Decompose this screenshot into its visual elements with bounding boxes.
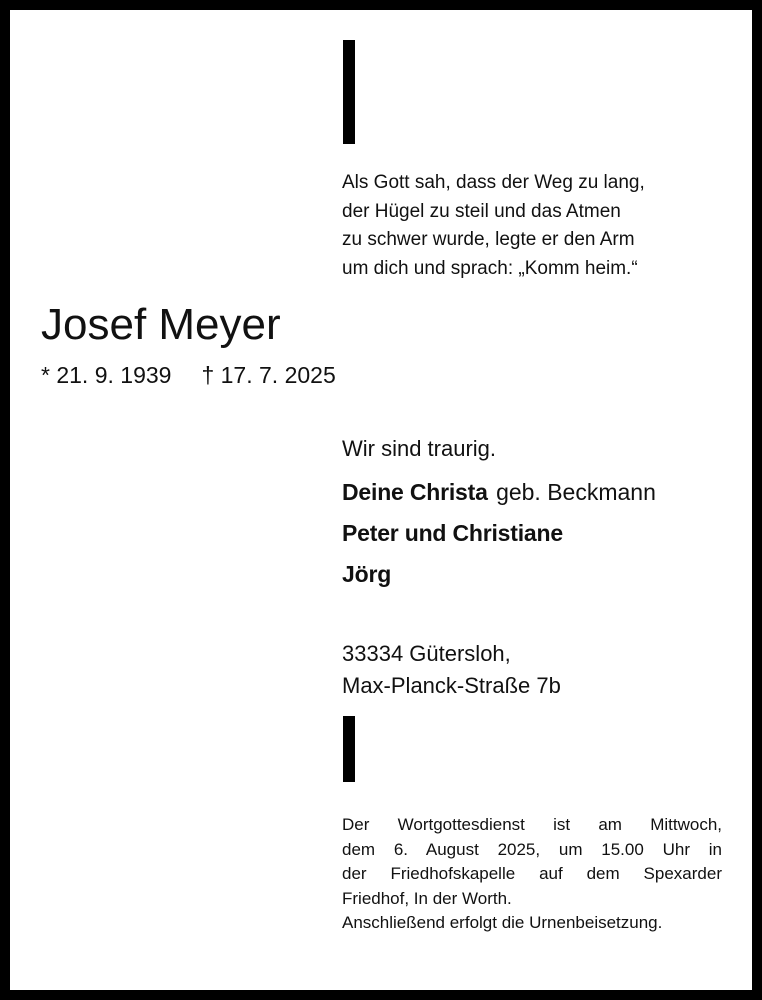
funeral-service-notice (342, 813, 722, 936)
family-member (342, 476, 656, 517)
family-member-name: Peter und Christiane (342, 520, 563, 546)
family-member-name: Jörg (342, 561, 392, 587)
family-member (342, 558, 656, 599)
poem-line: zu schwer wurde, legte er den Arm (342, 229, 635, 250)
decorative-bar-bottom (343, 716, 355, 782)
life-dates (41, 359, 336, 391)
family-list (342, 476, 656, 599)
family-member-name: Deine Christa (342, 479, 488, 505)
address-block (342, 638, 561, 702)
family-member-note: geb. Beckmann (496, 479, 656, 505)
death-date: † 17. 7. 2025 (201, 362, 336, 388)
address-city: 33334 Gütersloh, (342, 641, 511, 666)
mourning-statement: Wir sind traurig. (342, 436, 497, 461)
service-line: dem 6. August 2025, um 15.00 Uhr in (342, 839, 722, 859)
service-line: der Friedhofskapelle auf dem Spexarder (342, 864, 722, 883)
decorative-bar-top (343, 40, 355, 144)
poem-line: der Hügel zu steil und das Atmen (342, 200, 621, 222)
service-line: Anschließend erfolgt die Urnenbeisetzung. (342, 913, 663, 932)
family-member (342, 517, 656, 558)
poem-line: Als Gott sah, dass der Weg zu lang, (342, 172, 645, 193)
service-line: Der Wortgottesdienst ist am Mittwoch, (342, 815, 722, 834)
service-line: Friedhof, In der Worth. (342, 888, 512, 908)
memorial-poem (342, 169, 722, 283)
address-street: Max-Planck-Straße 7b (342, 673, 561, 698)
poem-line: um dich und sprach: „Komm heim.“ (342, 257, 638, 279)
birth-date: * 21. 9. 1939 (41, 362, 172, 388)
deceased-name: Josef Meyer (41, 300, 281, 349)
